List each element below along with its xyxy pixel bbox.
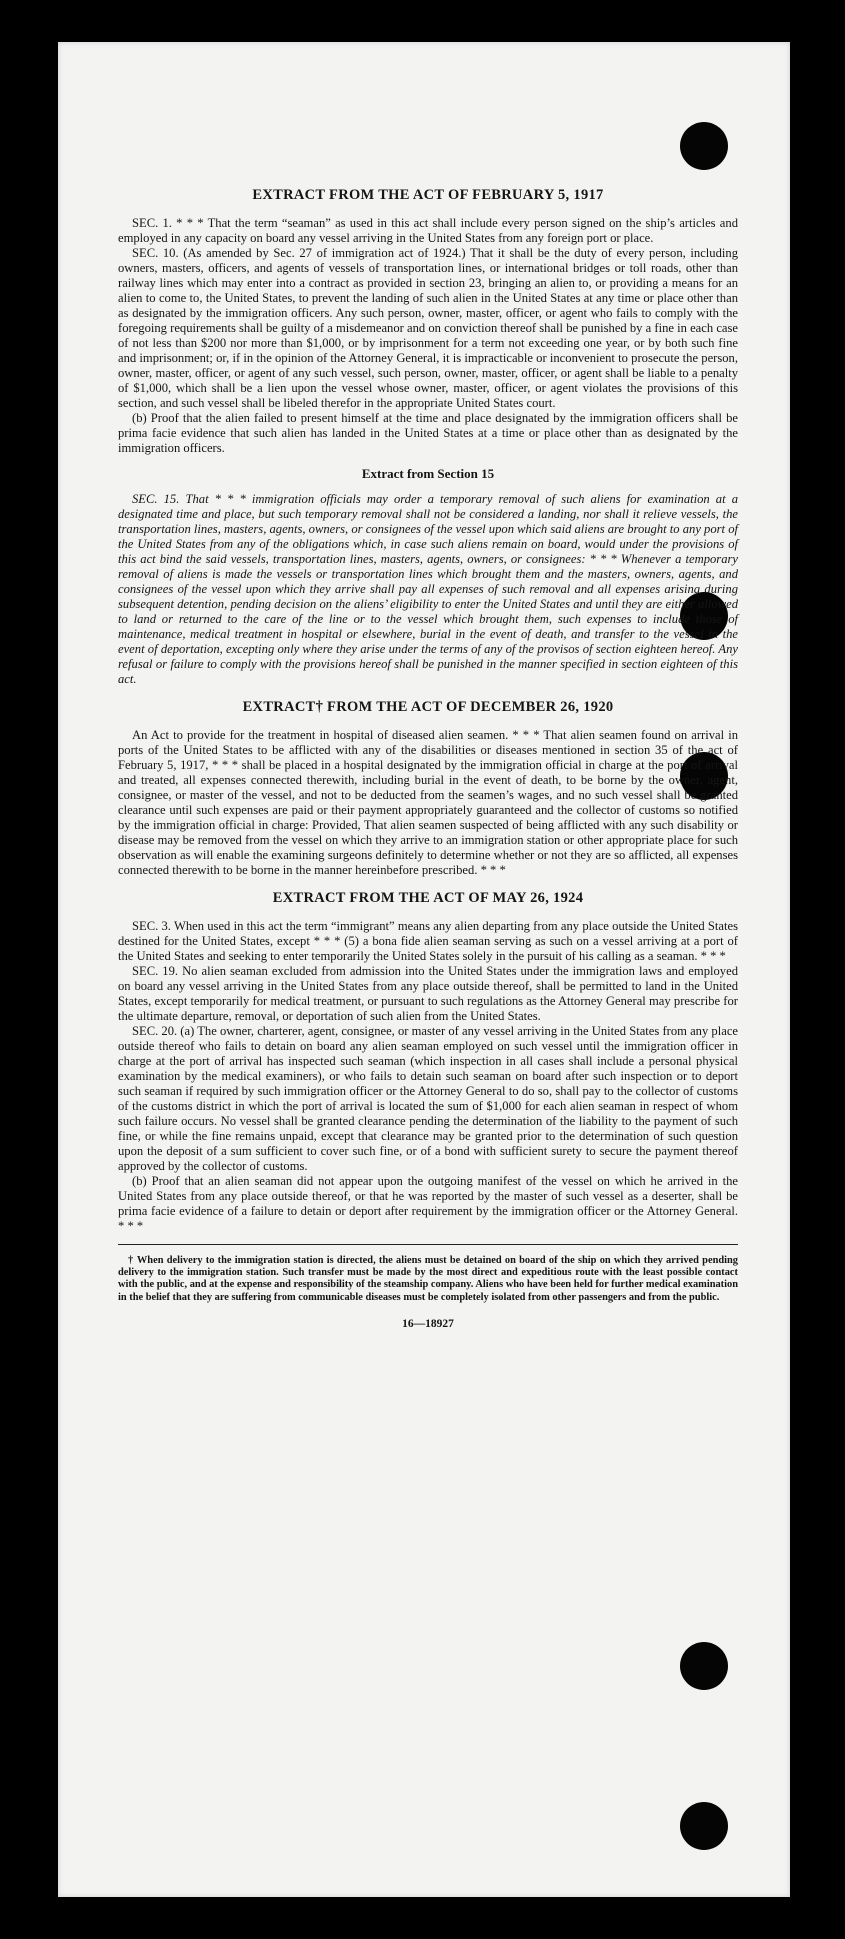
paragraph: SEC. 20. (a) The owner, charterer, agent, consignee, or master of any vessel arriving in the United States from any place outside thereof who fails to detain on board any alien seaman employed on such vessel until the immigration officer in charge at the port of arrival has inspected such seaman (which inspection in all cases shall include a personal physical examination by the medical examiners), or who fails to detain such seaman on board after such inspection or to deport such seaman if required by such immigration officer or the Attorney General to do so, shall pay to the collector of customs of the customs district in which the port of arrival is located the sum of $1,000 for each alien seaman in respect of whom such failure occurs. No vessel shall be granted clearance pending the determination of the liability to the payment of such fine, or while the fine remains unpaid, except that clearance may be granted prior to the determination of such question upon the deposit of a sum sufficient to cover such fine, or of a bond with sufficient surety to secure the payment thereof approved by the collector of customs. bbox=[118, 1024, 738, 1173]
paragraph: (b) Proof that the alien failed to present himself at the time and place designated by the immigration officers shall be prima facie evidence that such alien has landed in the United States at a time or place other than as designated by the immigration officers. bbox=[118, 411, 738, 455]
punch-hole bbox=[680, 122, 728, 170]
section-act-feb-1917 bbox=[118, 187, 738, 456]
section-heading: EXTRACT† FROM THE ACT OF DECEMBER 26, 1920 bbox=[242, 699, 614, 715]
section-heading: Extract from Section 15 bbox=[361, 466, 495, 481]
footnote: † When delivery to the immigration station is directed, the aliens must be detained on board of the ship on which they arrived pending delivery to the immigration station. Such transfer must be made by the most direct and expeditious route with the least possible contact with the public, and at the expense and responsibility of the steamship company. Aliens who have been held for further medical examination in the belief that they are suffering from communicable diseases must be completely isolated from other passengers and from the public. bbox=[118, 1255, 738, 1303]
paragraph: SEC. 19. No alien seaman excluded from admission into the United States under the immigration laws and employed on board any vessel arriving in the United States from any place outside thereof, shall be permitted to land in the United States, except temporarily for medical treatment, or pursuant to such regulations as the Attorney General may prescribe for the ultimate departure, removal, or deportation of such alien from the United States. bbox=[118, 964, 738, 1023]
paragraph: SEC. 1. * * * That the term “seaman” as used in this act shall include every person signed on the ship’s articles and employed in any capacity on board any vessel arriving in the United States from any foreign port or place. bbox=[118, 216, 738, 245]
paragraph: SEC. 15. That * * * immigration officials may order a temporary removal of such aliens for examination at a designated time and place, but such temporary removal shall not be considered a landing, nor shall it relieve vessels, the transportation lines, masters, agents, owners, or consignees of the vessel upon which said aliens are brought to any port of the United States from any of the obligations which, in case such aliens remain on board, would under the provisions of this act bind the said vessels, transportation lines, masters, agents, owners, or consignees: * * * Whenever a temporary removal of aliens is made the vessels or transportation lines which brought them and the masters, owners, agents, and consignees of the vessel upon which they arrive shall pay all expenses of such removal and all expenses arising during subsequent detention, pending decision on the aliens’ eligibility to enter the United States and until they are either allowed to land or returned to the care of the line or to the vessel which brought them, such expenses to include those of maintenance, medical treatment in hospital or elsewhere, burial in the event of death, and transfer to the vessel in the event of deportation, excepting only where they arise under the terms of any of the provisos of section eighteen hereof. Any refusal or failure to comply with the provisions hereof shall be punished in the manner specified in section eighteen of this act. bbox=[118, 492, 738, 686]
paragraph: SEC. 3. When used in this act the term “immigrant” means any alien departing from any place outside the United States destined for the United States, except * * * (5) a bona fide alien seaman serving as such on a vessel arriving at a port of the United States and seeking to enter temporarily the United States solely in the pursuit of his calling as a seaman. * * * bbox=[118, 919, 738, 963]
paragraph: An Act to provide for the treatment in hospital of diseased alien seamen. * * * That alien seamen found on arrival in ports of the United States to be afflicted with any of the disabilities or diseases mentioned in section 35 of the act of February 5, 1917, * * * shall be placed in a hospital designated by the immigration official in charge at the port of arrival and treated, all expenses connected therewith, including burial in the event of death, to be borne by the owner, agent, consignee, or master of the vessel, and not to be deducted from the seamen’s wages, and no such vessel shall be granted clearance until such expenses are paid or their payment appropriately guaranteed and the collector of customs so notified by the immigration official in charge: Provided, That alien seamen suspected of being afflicted with any such disability or disease may be removed from the vessel on which they arrive to an immigration station or other appropriate place for such observation as will enable the examining surgeons definitely to determine whether or not they are so afflicted, all expenses connected therewith to be borne in the manner hereinbefore prescribed. * * * bbox=[118, 728, 738, 877]
document-page bbox=[58, 42, 790, 1897]
paragraph: SEC. 10. (As amended by Sec. 27 of immigration act of 1924.) That it shall be the duty of every person, including owners, masters, officers, and agents of vessels of transportation lines, or international bridges or toll roads, other than railway lines which may enter into a contract as provided in section 23, bringing an alien to, or providing a means for an alien to come to, the United States, to prevent the landing of such alien in the United States at any time or place other than as designated by the immigration officers. Any such person, owner, master, officer, or agent who fails to comply with the foregoing requirements shall be guilty of a misdemeanor and on conviction thereof shall be punished by a fine in each case of not less than $200 nor more than $1,000, or by imprisonment for a term not exceeding one year, or by both such fine and imprisonment; or, if in the opinion of the Attorney General, it is impracticable or inconvenient to prosecute the person, owner, master, officer, or agent of any such vessel, such person, owner, master, officer, or agent shall be liable to a penalty of $1,000, which shall be a lien upon the vessel whose owner, master, officer, or agent violates the provisions of this section, and such vessel shall be libeled therefor in the appropriate United States court. bbox=[118, 246, 738, 410]
section-act-dec-1920 bbox=[118, 699, 738, 878]
divider bbox=[118, 1244, 738, 1245]
punch-hole bbox=[680, 1802, 728, 1850]
section-extract-15 bbox=[118, 466, 738, 687]
punch-hole bbox=[680, 1642, 728, 1690]
section-heading: EXTRACT FROM THE ACT OF FEBRUARY 5, 1917 bbox=[252, 187, 604, 203]
document-body bbox=[118, 187, 738, 1330]
paragraph: (b) Proof that an alien seaman did not appear upon the outgoing manifest of the vessel on which he arrived in the United States from any place outside thereof, or that he was reported by the master of such vessel as a deserter, shall be prima facie evidence of a failure to detain or deport after requirement by the immigration officer or the Attorney General. * * * bbox=[118, 1174, 738, 1233]
section-heading: EXTRACT FROM THE ACT OF MAY 26, 1924 bbox=[272, 890, 584, 906]
form-number: 16—18927 bbox=[402, 1317, 454, 1330]
section-act-may-1924 bbox=[118, 890, 738, 1234]
